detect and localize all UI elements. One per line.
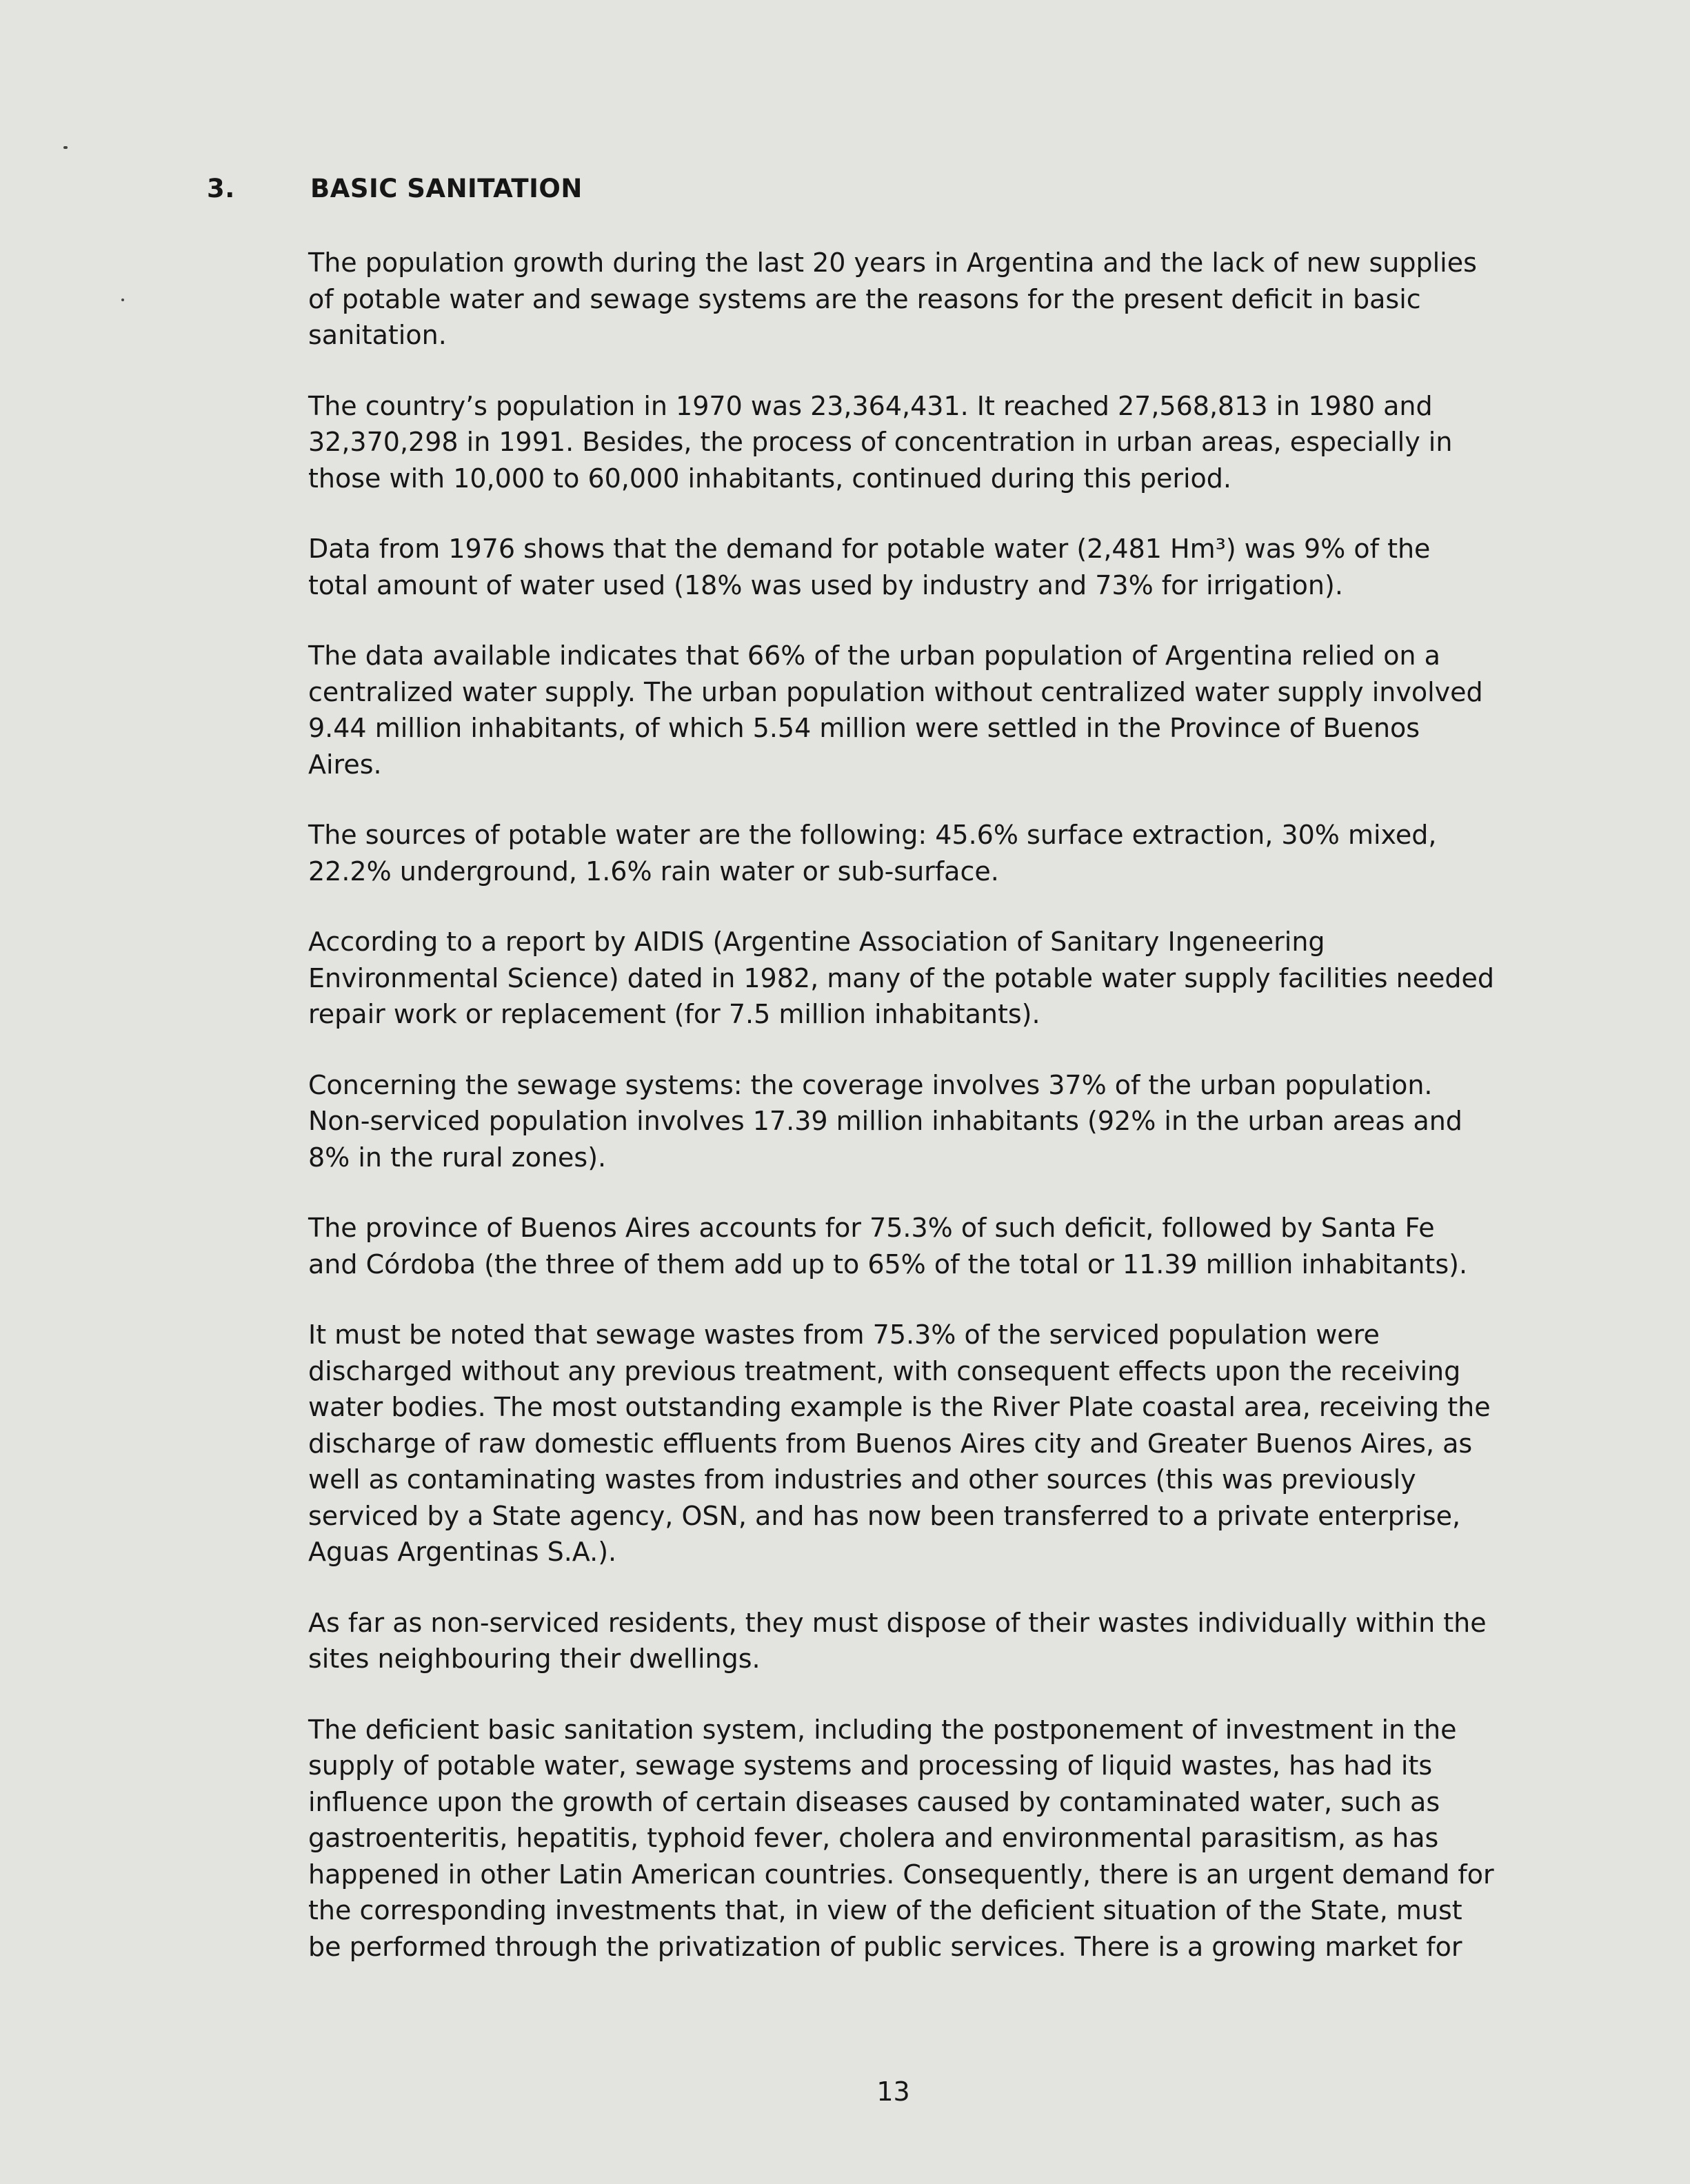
paragraph: The sources of potable water are the following: 45.6% surface extraction, 30% mixed, 22.2% underground, 1.6% rain water or sub-surface. <box>308 820 1437 887</box>
paragraph: According to a report by AIDIS (Argentine Association of Sanitary Ingeneering Environmental Science) dated in 1982, many of the potable water supply facilities needed repair work or replacement (for 7.5 million inhabitants). <box>308 927 1495 1029</box>
paragraph: The province of Buenos Aires accounts for 75.3% of such deficit, followed by Santa Fe and Córdoba (the three of them add up to 65% of the total or 11.39 million inhabitants). <box>308 1213 1468 1280</box>
paragraph: Concerning the sewage systems: the coverage involves 37% of the urban population. Non-serviced population involves 17.39 million inhabitants (92% in the urban areas and 8% in the rural zones). <box>308 1069 1462 1173</box>
scan-speck <box>121 299 124 301</box>
scan-speck <box>63 146 68 149</box>
section-number: 3. <box>207 174 235 203</box>
paragraph: The population growth during the last 20 years in Argentina and the lack of new supplies of potable water and sewage systems are the reasons for the present deficit in basic sanitation. <box>308 247 1477 350</box>
paragraph: The country’s population in 1970 was 23,364,431. It reached 27,568,813 in 1980 and 32,370,298 in 1991. Besides, the process of concentration in urban areas, especially in those with 10,000 to 60,000 inhabitants, continued during this period. <box>308 390 1453 494</box>
paragraph: The data available indicates that 66% of the urban population of Argentina relied on a centralized water supply. The urban population without centralized water supply involved 9.44 million inhabitants, of which 5.54 million were settled in the Province of Buenos Aires. <box>308 640 1483 780</box>
paragraph: Data from 1976 shows that the demand for potable water (2,481 Hm³) was 9% of the total amount of water used (18% was used by industry and 73% for irrigation). <box>308 534 1431 600</box>
section-heading <box>207 174 583 203</box>
paragraph: It must be noted that sewage wastes from 75.3% of the serviced population were discharged without any previous treatment, with consequent effects upon the receiving water bodies. The most outstanding example is the River Plate coastal area, receiving the discharge of raw domestic effluents from Buenos Aires city and Greater Buenos Aires, as well as contaminating wastes from industries and other sources (this was previously serviced by a State agency, OSN, and has now been transferred to a private enterprise, Aguas Argentinas S.A.). <box>308 1320 1491 1567</box>
page-number: 13 <box>876 2076 910 2107</box>
paragraph: The deficient basic sanitation system, including the postponement of investment in the supply of potable water, sewage systems and processing of liquid wastes, has had its influence upon the growth of certain diseases caused by contaminated water, such as gastroenteritis, hepatitis, typhoid fever, cholera and environmental parasitism, as has happened in other Latin American countries. Consequently, there is an urgent demand for the corresponding investments that, in view of the deficient situation of the State, must be performed through the privatization of public services. There is a growing market for <box>308 1714 1494 1962</box>
section-title: BASIC SANITATION <box>310 174 583 203</box>
paragraph: As far as non-serviced residents, they must dispose of their wastes individually within the sites neighbouring their dwellings. <box>308 1607 1487 1674</box>
body-text <box>308 245 1618 1999</box>
